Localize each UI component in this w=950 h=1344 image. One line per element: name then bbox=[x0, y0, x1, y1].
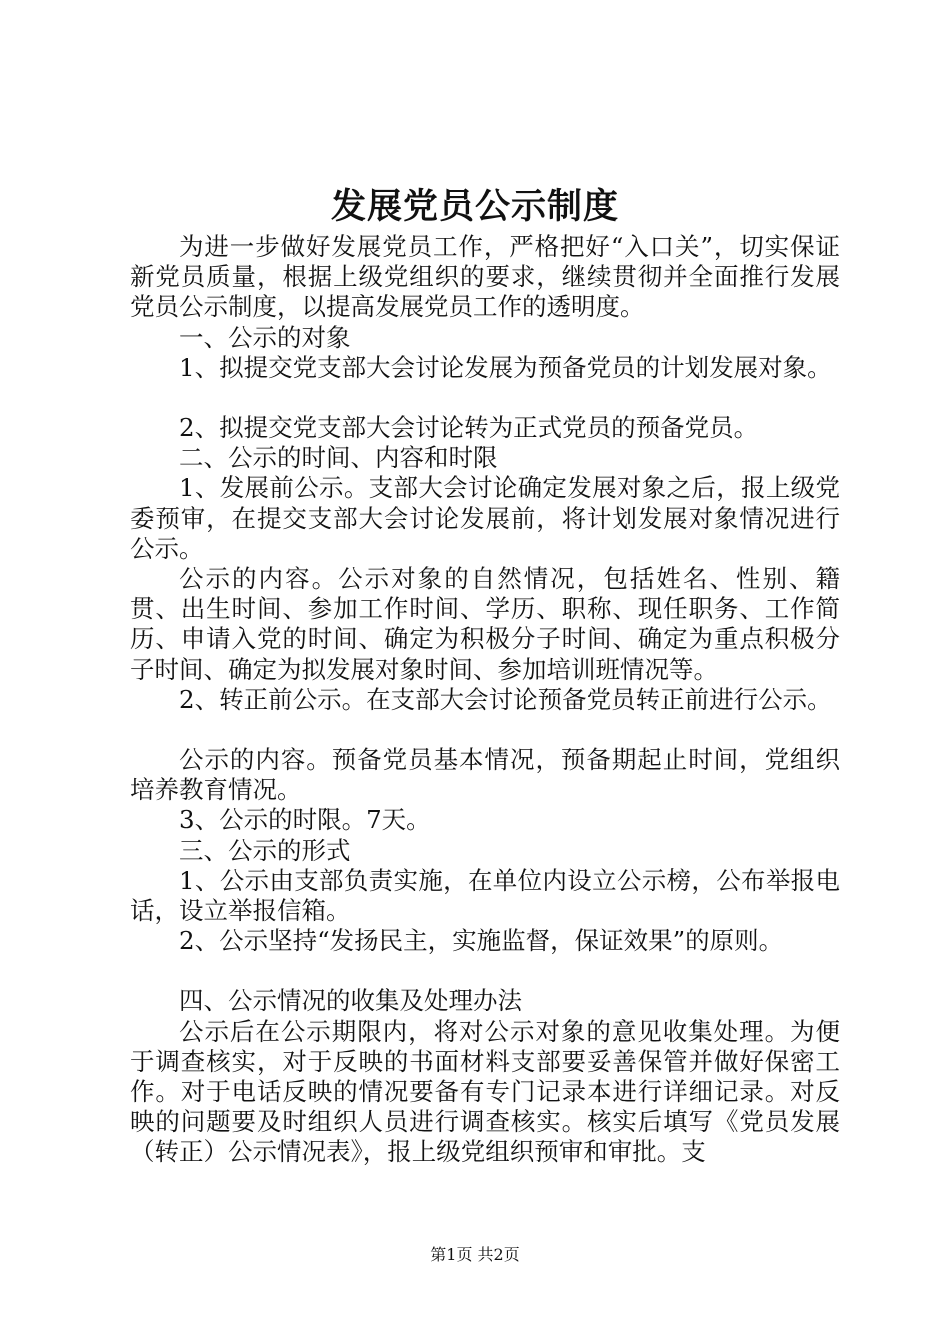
paragraph-item: 公示的内容。公示对象的自然情况，包括姓名、性别、籍贯、出生时间、参加工作时间、学历、职称、现任职务、工作简历、申请入党的时间、确定为积极分子时间、确定为重点积极分子时间、确定为拟发展对象时间、参加培训班情况等。 bbox=[130, 564, 840, 684]
document-title: 发展党员公示制度 bbox=[330, 186, 619, 227]
section-heading-3: 三、公示的形式 bbox=[179, 835, 351, 865]
document-body bbox=[130, 232, 840, 1168]
paragraph-item: 1、拟提交党支部大会讨论发展为预备党员的计划发展对象。 bbox=[179, 352, 832, 382]
paragraph-item: 2、公示坚持“发扬民主，实施监督，保证效果”的原则。 bbox=[179, 926, 784, 956]
paragraph-item: 1、公示由支部负责实施，在单位内设立公示榜，公布举报电话，设立举报信箱。 bbox=[130, 865, 840, 926]
blank-line bbox=[130, 956, 840, 986]
section-heading-2: 二、公示的时间、内容和时限 bbox=[179, 443, 498, 473]
paragraph-intro: 为进一步做好发展党员工作，严格把好“入口关”，切实保证新党员质量，根据上级党组织的要求，继续贯彻并全面推行发展党员公示制度，以提高发展党员工作的透明度。 bbox=[130, 232, 840, 322]
page-footer: 第1页 共2页 bbox=[430, 1245, 520, 1264]
paragraph-item: 1、发展前公示。支部大会讨论确定发展对象之后，报上级党委预审，在提交支部大会讨论发展前，将计划发展对象情况进行公示。 bbox=[130, 473, 840, 563]
paragraph-item: 公示的内容。预备党员基本情况，预备期起止时间，党组织培养教育情况。 bbox=[130, 745, 840, 805]
section-heading-1: 一、公示的对象 bbox=[179, 322, 351, 352]
blank-line bbox=[130, 715, 840, 745]
paragraph-item: 2、拟提交党支部大会讨论转为正式党员的预备党员。 bbox=[179, 413, 759, 443]
paragraph-item: 公示后在公示期限内，将对公示对象的意见收集处理。为便于调查核实，对于反映的书面材料支部要妥善保管并做好保密工作。对于电话反映的情况要备有专门记录本进行详细记录。对反映的问题要及时组织人员进行调查核实。核实后填写《党员发展（转正）公示情况表》，报上级党组织预审和审批。支 bbox=[130, 1016, 840, 1167]
paragraph-item: 2、转正前公示。在支部大会讨论预备党员转正前进行公示。 bbox=[179, 684, 832, 714]
blank-line bbox=[130, 383, 840, 413]
paragraph-item: 3、公示的时限。7天。 bbox=[179, 805, 431, 835]
section-heading-4: 四、公示情况的收集及处理办法 bbox=[179, 986, 522, 1016]
